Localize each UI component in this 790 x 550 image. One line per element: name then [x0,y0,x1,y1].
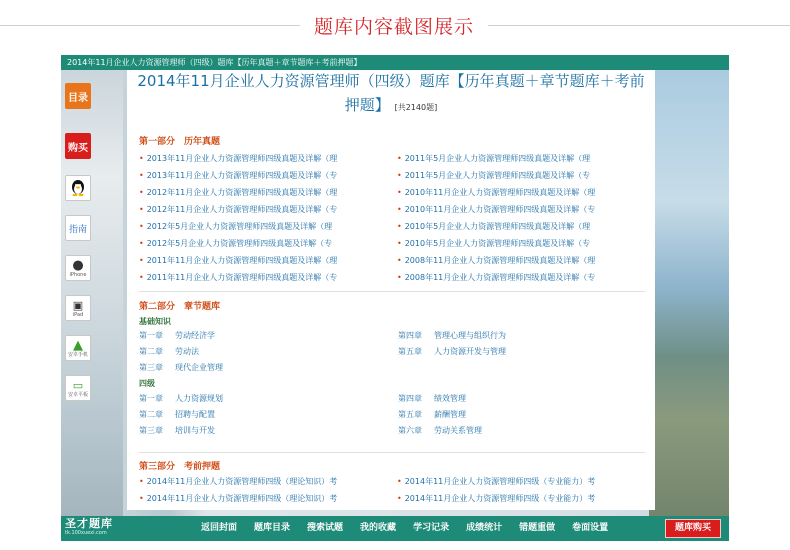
chapter-number: 第三章 [139,426,163,435]
part2-group2-right [398,391,638,439]
question-link[interactable] [397,269,612,286]
chapter-name: 人力资源规划 [175,394,223,403]
question-link-label: 2012年5月企业人力资源管理师四级真题及详解（专 [146,239,333,248]
bullet-icon: • [139,171,144,180]
question-link[interactable] [139,235,397,252]
bullet-icon: • [139,494,144,503]
part2-group1-left [139,328,389,376]
app-window [61,55,729,541]
question-link[interactable] [139,167,397,184]
nav-item[interactable]: 学习记录 [413,523,450,533]
nav-item[interactable]: 题库目录 [254,523,291,533]
question-link-label: 2010年11月企业人力资源管理师四级真题及详解（理 [404,188,596,197]
android-phone-caption: 安卓手机 [67,351,88,358]
chapter-name: 现代企业管理 [175,363,223,372]
chapter-number: 第二章 [139,410,163,419]
chapter-link[interactable] [139,423,389,439]
iphone-button[interactable] [65,255,91,281]
question-link-label: 2012年5月企业人力资源管理师四级真题及详解（理 [146,222,333,231]
bullet-icon: • [139,273,144,282]
question-link[interactable] [397,235,612,252]
question-link-label: 2012年11月企业人力资源管理师四级真题及详解（理 [146,188,338,197]
question-link-label: 2013年11月企业人力资源管理师四级真题及详解（理 [146,154,338,163]
question-link-label: 2008年11月企业人力资源管理师四级真题及详解（专 [404,273,596,282]
question-link-label: 2011年5月企业人力资源管理师四级真题及详解（理 [404,154,591,163]
chapter-name: 劳动法 [175,347,199,356]
chapter-link[interactable] [139,360,389,376]
question-link-label: 2014年11月企业人力资源管理师四级（理论知识）考 [146,477,338,486]
bullet-icon: • [397,494,402,503]
chapter-link[interactable] [139,407,389,423]
chapter-link[interactable] [139,328,389,344]
bullet-icon: • [139,477,144,486]
list-row [139,252,639,269]
question-link-label: 2011年11月企业人力资源管理师四级真题及详解（专 [146,273,338,282]
logo-url: tk.100xuexi.com [65,530,107,536]
android-icon: ▲ [73,337,83,353]
tablet-icon: ▣ [72,298,84,312]
part2-group2-left [139,391,389,439]
buy-button[interactable]: 购买 [65,133,91,159]
chapter-name: 人力资源开发与管理 [434,347,506,356]
list-row [139,167,639,184]
chapter-number: 第三章 [139,363,163,372]
chapter-name: 绩效管理 [434,394,466,403]
qq-penguin-icon [70,179,86,197]
part3-title: 第三部分 考前押题 [139,462,221,472]
question-link[interactable] [397,150,612,167]
apple-icon: ● [72,257,84,273]
content-panel [127,70,655,510]
bullet-icon: • [139,154,144,163]
chapter-link[interactable] [398,423,638,439]
question-link-label: 2010年5月企业人力资源管理师四级真题及详解（理 [404,222,591,231]
tool-column [61,70,95,510]
bullet-icon: • [397,188,402,197]
question-link[interactable] [139,252,397,269]
chapter-name: 薪酬管理 [434,410,466,419]
question-link-label: 2011年5月企业人力资源管理师四级真题及详解（专 [404,171,591,180]
banner-divider-right [488,25,790,26]
chapter-link[interactable] [398,391,638,407]
question-link[interactable] [139,201,397,218]
banner [0,0,790,50]
list-row [139,269,639,286]
ipad-button[interactable] [65,295,91,321]
android-pad-caption: 安卓平板 [67,391,88,398]
chapter-link[interactable] [398,407,638,423]
question-link[interactable] [139,473,397,490]
bullet-icon: • [397,477,402,486]
android-phone-button[interactable] [65,335,91,361]
question-link[interactable] [397,473,612,490]
list-row [139,184,639,201]
question-link[interactable] [397,490,612,507]
chapter-name: 招聘与配置 [175,410,215,419]
nav-item[interactable]: 返回封面 [201,523,238,533]
catalog-button[interactable]: 目录 [65,83,91,109]
question-link[interactable] [139,490,397,507]
nav-item[interactable]: 卷面设置 [572,523,609,533]
question-link-label: 2014年11月企业人力资源管理师四级（理论知识）考 [146,494,338,503]
question-link[interactable] [397,252,612,269]
nav-item[interactable]: 成绩统计 [466,523,503,533]
list-row [139,235,639,252]
banner-title: 题库内容截图展示 [313,16,474,38]
chapter-link[interactable] [139,344,389,360]
section-divider [139,452,645,453]
question-link[interactable] [139,150,397,167]
list-row [139,218,639,235]
question-link-label: 2014年11月企业人力资源管理师四级（专业能力）考 [404,477,596,486]
chapter-number: 第一章 [139,331,163,340]
chapter-number: 第一章 [139,394,163,403]
question-link[interactable] [139,184,397,201]
banner-divider-left [0,25,300,26]
bullet-icon: • [397,154,402,163]
bullet-icon: • [397,171,402,180]
chapter-name: 劳动关系管理 [434,426,482,435]
buy-bank-button[interactable]: 题库购买 [665,519,721,538]
chapter-number: 第六章 [398,426,422,435]
bullet-icon: • [139,239,144,248]
android-pad-button[interactable] [65,375,91,401]
qq-button[interactable] [65,175,91,201]
question-link[interactable] [139,218,397,235]
question-link-label: 2010年11月企业人力资源管理师四级真题及详解（专 [404,205,596,214]
chapter-link[interactable] [398,344,638,360]
brand-logo [65,518,113,537]
window-title-bar: 2014年11月企业人力资源管理师（四级）题库【历年真题＋章节题库＋考前押题】 [61,55,729,70]
bottom-toolbar [61,516,729,541]
question-link-label: 2013年11月企业人力资源管理师四级真题及详解（专 [146,171,338,180]
chapter-name: 培训与开发 [175,426,215,435]
question-link-label: 2012年11月企业人力资源管理师四级真题及详解（专 [146,205,338,214]
chapter-number: 第四章 [398,331,422,340]
list-row [139,201,639,218]
logo-name: 圣才题库 [65,517,113,530]
question-link[interactable] [397,218,612,235]
question-link[interactable] [397,184,612,201]
chapter-number: 第四章 [398,394,422,403]
ipad-caption: iPad [72,311,84,318]
bullet-icon: • [139,205,144,214]
question-link-label: 2011年11月企业人力资源管理师四级真题及详解（理 [146,256,338,265]
chapter-number: 第五章 [398,410,422,419]
page-title-text: 2014年11月企业人力资源管理师（四级）题库【历年真题＋章节题库＋考前押题】 [137,72,645,114]
guide-button[interactable]: 指南 [65,215,91,241]
chapter-link[interactable] [139,391,389,407]
android-tablet-icon: ▭ [72,378,84,392]
bullet-icon: • [397,222,402,231]
list-row [139,490,639,507]
chapter-number: 第二章 [139,347,163,356]
part2-group2-label: 四级 [139,379,155,388]
part2-title: 第二部分 章节题库 [139,302,221,312]
nav-item[interactable]: 我的收藏 [360,523,397,533]
bullet-icon: • [139,222,144,231]
question-link[interactable] [397,201,612,218]
question-count: [共2140题] [394,103,438,112]
chapter-name: 管理心理与组织行为 [434,331,506,340]
page-title [127,70,655,120]
chapter-name: 劳动经济学 [175,331,215,340]
bullet-icon: • [397,239,402,248]
nav-item[interactable]: 错题重做 [519,523,556,533]
part3-list [139,473,639,507]
part1-list [139,150,639,286]
question-link[interactable] [139,269,397,286]
bullet-icon: • [397,205,402,214]
bottom-nav [201,516,625,541]
chapter-link[interactable] [398,328,638,344]
question-link-label: 2008年11月企业人力资源管理师四级真题及详解（理 [404,256,596,265]
question-link-label: 2014年11月企业人力资源管理师四级（专业能力）考 [404,494,596,503]
bullet-icon: • [397,256,402,265]
iphone-caption: iPhone [69,271,87,278]
question-link[interactable] [397,167,612,184]
bullet-icon: • [397,273,402,282]
list-row [139,473,639,490]
list-row [139,150,639,167]
chapter-number: 第五章 [398,347,422,356]
part2-group1-label: 基础知识 [139,317,171,326]
background-photo-right [649,55,729,541]
section-divider [139,291,645,292]
part1-title: 第一部分 历年真题 [139,137,221,147]
question-link-label: 2010年5月企业人力资源管理师四级真题及详解（专 [404,239,591,248]
part2-group1-right [398,328,638,360]
bullet-icon: • [139,188,144,197]
nav-item[interactable]: 搜索试题 [307,523,344,533]
bullet-icon: • [139,256,144,265]
